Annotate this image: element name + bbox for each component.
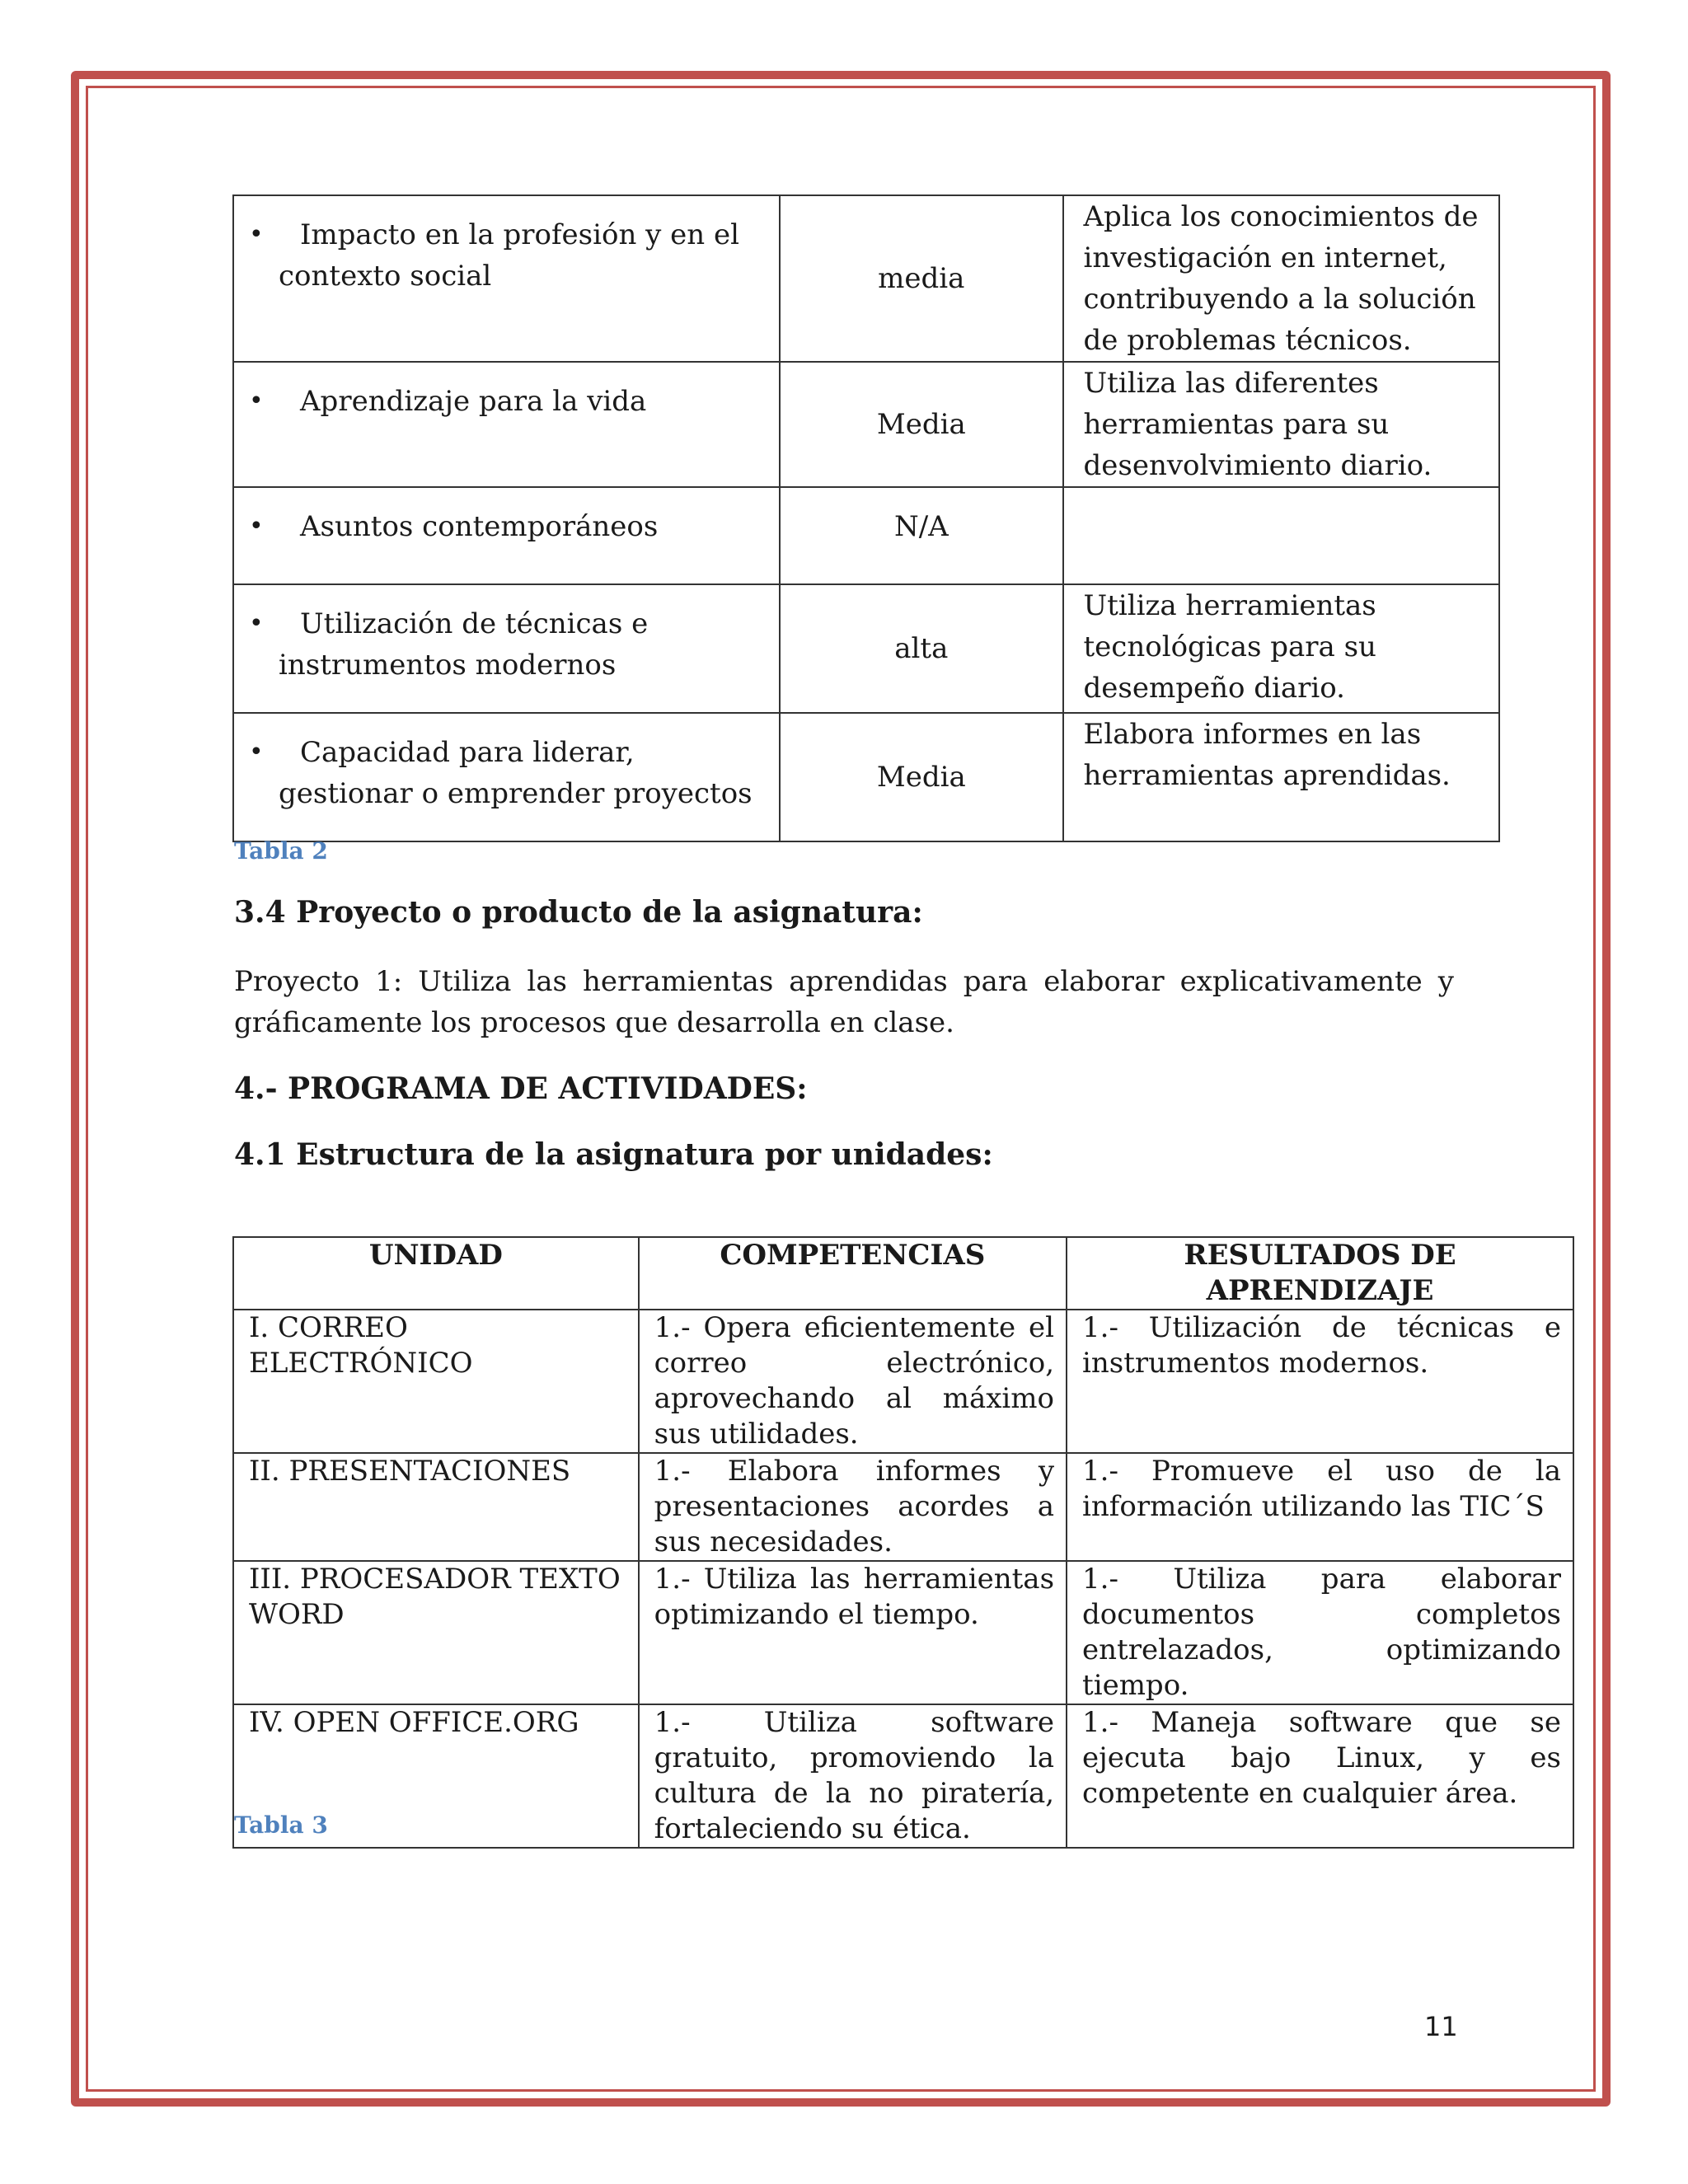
table-row <box>233 1561 1573 1704</box>
evidence-cell: Utiliza las diferentes herramientas para su desenvolvimiento diario. <box>1063 362 1500 487</box>
column-header: COMPETENCIAS <box>639 1237 1067 1310</box>
section-heading: 3.4 Proyecto o producto de la asignatura: <box>234 895 923 930</box>
unit-cell: I. CORREO ELECTRÓNICO <box>233 1310 639 1453</box>
bullet-icon: • <box>249 738 264 766</box>
section-heading: 4.- PROGRAMA DE ACTIVIDADES: <box>234 1071 808 1106</box>
competence-cell: 1.- Utiliza las herramientas optimizando el tiempo. <box>639 1561 1067 1704</box>
result-cell: 1.- Utilización de técnicas e instrumentos modernos. <box>1067 1310 1573 1453</box>
criterion-text: Capacidad para liderar, gestionar o emprender proyectos <box>279 736 753 810</box>
competencies-table <box>232 194 1500 842</box>
level-cell: N/A <box>780 487 1062 584</box>
level-cell: Media <box>780 362 1062 487</box>
table-row <box>233 1310 1573 1453</box>
table-header-row <box>233 1237 1573 1310</box>
section-heading: 4.1 Estructura de la asignatura por unidades: <box>234 1137 993 1172</box>
table-row <box>233 713 1499 841</box>
bullet-icon: • <box>249 512 264 541</box>
evidence-cell <box>1063 487 1500 584</box>
competence-cell: 1.- Utiliza software gratuito, promoviendo la cultura de la no piratería, fortaleciendo su ética. <box>639 1704 1067 1848</box>
competence-cell: 1.- Opera eficientemente el correo electrónico, aprovechando al máximo sus utilidades. <box>639 1310 1067 1453</box>
unit-cell: IV. OPEN OFFICE.ORG <box>233 1704 639 1848</box>
bullet-icon: • <box>249 609 264 638</box>
bullet-icon: • <box>249 220 264 249</box>
criterion-text: Utilización de técnicas e instrumentos modernos <box>279 607 649 682</box>
criterion-text: Aprendizaje para la vida <box>300 385 647 418</box>
table-caption: Tabla 3 <box>234 1811 328 1839</box>
column-header: UNIDAD <box>233 1237 639 1310</box>
competence-cell: 1.- Elabora informes y presentaciones acordes a sus necesidades. <box>639 1453 1067 1561</box>
evidence-cell: Aplica los conocimientos de investigación en internet, contribuyendo a la solución de problemas técnicos. <box>1063 195 1500 362</box>
criterion-text: Impacto en la profesión y en el contexto social <box>279 218 739 293</box>
units-table <box>232 1236 1574 1849</box>
bullet-icon: • <box>249 387 264 415</box>
table-row <box>233 1453 1573 1561</box>
result-cell: 1.- Utiliza para elaborar documentos completos entrelazados, optimizando tiempo. <box>1067 1561 1573 1704</box>
table-row <box>233 584 1499 713</box>
unit-cell: III. PROCESADOR TEXTO WORD <box>233 1561 639 1704</box>
evidence-cell: Utiliza herramientas tecnológicas para su desempeño diario. <box>1063 584 1500 713</box>
table-caption: Tabla 2 <box>234 837 328 865</box>
level-cell: Media <box>780 713 1062 841</box>
table-row <box>233 195 1499 362</box>
table-row <box>233 362 1499 487</box>
project-paragraph: Proyecto 1: Utiliza las herramientas aprendidas para elaborar explicativamente y gráficamente los procesos que desarrolla en clase. <box>234 965 1454 1039</box>
column-header: RESULTADOS DE APRENDIZAJE <box>1067 1237 1573 1310</box>
evidence-cell: Elabora informes en las herramientas aprendidas. <box>1063 713 1500 841</box>
table-row <box>233 1704 1573 1848</box>
level-cell: media <box>780 195 1062 362</box>
page-number: 11 <box>1424 2011 1458 2042</box>
result-cell: 1.- Promueve el uso de la información utilizando las TIC´S <box>1067 1453 1573 1561</box>
level-cell: alta <box>780 584 1062 713</box>
table-row <box>233 487 1499 584</box>
result-cell: 1.- Maneja software que se ejecuta bajo Linux, y es competente en cualquier área. <box>1067 1704 1573 1848</box>
unit-cell: II. PRESENTACIONES <box>233 1453 639 1561</box>
criterion-text: Asuntos contemporáneos <box>300 510 659 543</box>
